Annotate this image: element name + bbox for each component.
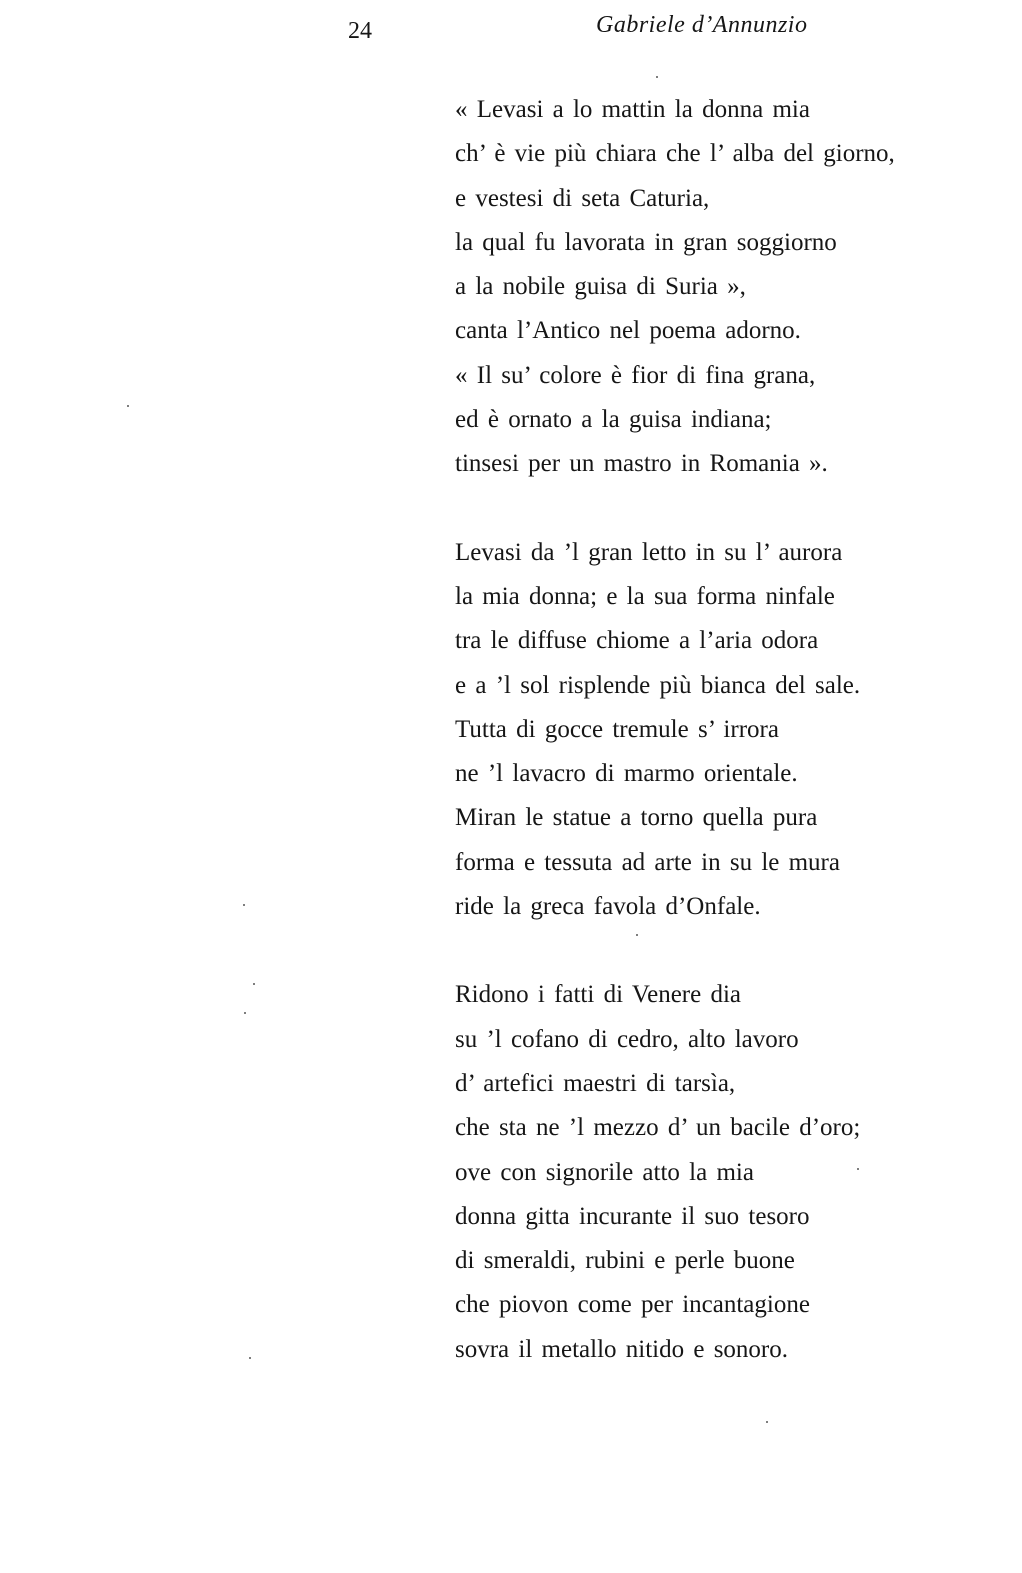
verse-line: forma e tessuta ad arte in su le mura — [455, 848, 840, 876]
verse-line: ride la greca favola d’Onfale. — [455, 893, 761, 921]
verse-line: ch’ è vie più chiara che l’ alba del giorno, — [455, 140, 895, 168]
scan-speck — [127, 405, 129, 407]
scan-speck — [243, 904, 245, 906]
verse-line: tra le diffuse chiome a l’aria odora — [455, 627, 819, 655]
verse-line: a la nobile guisa di Suria », — [455, 273, 746, 301]
verse-line: sovra il metallo nitido e sonoro. — [455, 1335, 789, 1363]
scan-speck — [249, 1357, 251, 1359]
stanza-3 — [455, 973, 995, 1372]
verse-line: su ’l cofano di cedro, alto lavoro — [455, 1025, 799, 1053]
verse-line: Ridono i fatti di Venere dia — [455, 981, 742, 1009]
verse-line: di smeraldi, rubini e perle buone — [455, 1247, 795, 1275]
verse-line: Miran le statue a torno quella pura — [455, 804, 818, 832]
running-title: Gabriele d’Annunzio — [596, 12, 808, 38]
verse-line: ne ’l lavacro di marmo orientale. — [455, 760, 798, 788]
scan-speck — [636, 934, 638, 936]
verse-line: tinsesi per un mastro in Romania ». — [455, 450, 828, 478]
verse-line: e vestesi di seta Caturia, — [455, 184, 710, 212]
stanza-1 — [455, 88, 995, 487]
verse-line: Tutta di gocce tremule s’ irrora — [455, 715, 779, 743]
verse-line: la qual fu lavorata in gran soggiorno — [455, 228, 837, 256]
scan-speck — [857, 1168, 859, 1170]
verse-line: che piovon come per incantagione — [455, 1291, 810, 1319]
verse-line: e a ’l sol risplende più bianca del sale. — [455, 671, 861, 699]
scan-speck — [244, 1012, 246, 1014]
verse-line: Levasi da ’l gran letto in su l’ aurora — [455, 538, 843, 566]
verse-line: la mia donna; e la sua forma ninfale — [455, 582, 835, 610]
scan-speck — [253, 983, 255, 985]
verse-line: donna gitta incurante il suo tesoro — [455, 1202, 810, 1230]
stanza-2 — [455, 531, 995, 930]
page-number: 24 — [348, 18, 372, 44]
verse-line: ove con signorile atto la mia — [455, 1158, 754, 1186]
verse-line: che sta ne ’l mezzo d’ un bacile d’oro; — [455, 1114, 861, 1142]
scan-speck — [656, 76, 658, 78]
verse-line: « Levasi a lo mattin la donna mia — [455, 96, 810, 123]
verse-line: canta l’Antico nel poema adorno. — [455, 317, 801, 345]
verse-line: ed è ornato a la guisa indiana; — [455, 406, 772, 434]
verse-line: « Il su’ colore è fior di fina grana, — [455, 361, 816, 389]
scan-speck — [766, 1421, 768, 1423]
verse-line: d’ artefici maestri di tarsìa, — [455, 1069, 736, 1097]
poem — [455, 88, 995, 1372]
